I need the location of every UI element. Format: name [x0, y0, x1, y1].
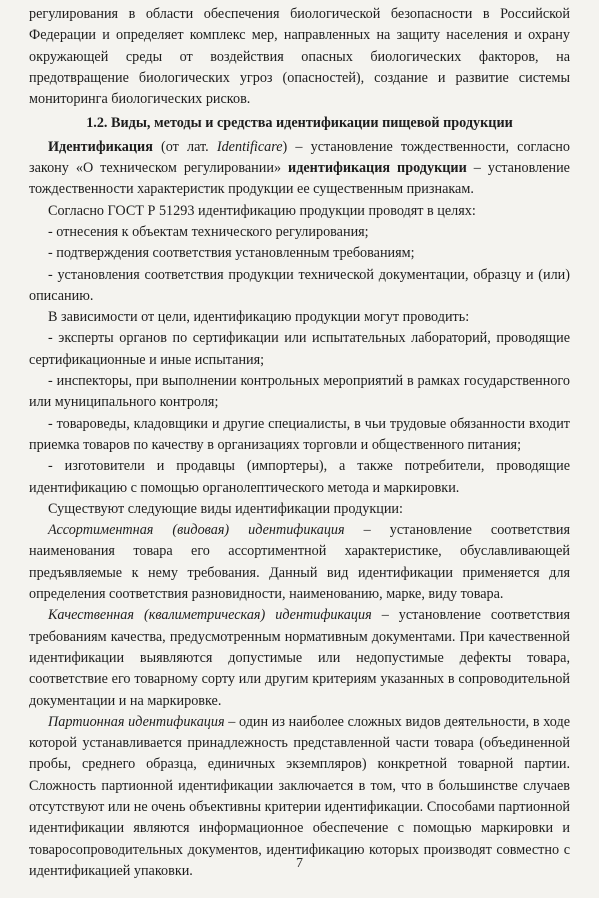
performer-item: - товароведы, кладовщики и другие специалисты, в чьи трудовые обязанности входит приемка товаров по качеству в организациях торговли и общественного питания;	[29, 415, 570, 453]
quality-term: Качественная (квалиметрическая) идентификация	[48, 607, 372, 624]
definition-rest: – установление тождественности характеристик продукции ее существенным признакам.	[29, 160, 570, 198]
assortment-text: – установление соответствия наименования товара его ассортиментной характеристике, обуславливающей предъявляемые к нему требования. Данный вид идентификации применяется для определения соответствия разновидности, наименованию, марке, виду товара.	[29, 522, 571, 603]
quality-paragraph	[29, 605, 570, 711]
latin-term: Identificare	[216, 138, 283, 155]
performers-intro: В зависимости от цели, идентификацию продукции могут проводить:	[48, 309, 470, 326]
definition-middle: ) – установление тождественности, согласно закону «О техническом регулировании»	[29, 138, 570, 177]
section-heading: 1.2. Виды, методы и средства идентификации пищевой продукции	[86, 115, 513, 132]
gost-intro: Согласно ГОСТ Р 51293 идентификацию продукции проводят в целях:	[48, 202, 476, 219]
body-text	[29, 4, 570, 882]
term-identification: Идентификация	[48, 138, 153, 155]
definition-after-term: (от лат.	[152, 138, 217, 155]
gost-item: - подтверждения соответствия установленным требованиям;	[48, 245, 415, 262]
assortment-term: Ассортиментная (видовая) идентификация	[48, 522, 345, 539]
quality-text: – установление соответствия требованиям качества, предусмотренным нормативным документами. При качественной идентификации выявляются допустимые или недопустимые дефекты товара, соответствие его товарному сорту или другим критериям указанных в сопроводительной документации и на маркировке.	[29, 607, 570, 709]
page-number: 7	[296, 856, 303, 871]
term-product-identification: идентификация продукции	[288, 160, 467, 177]
definition-paragraph	[29, 137, 570, 201]
batch-text: – один из наиболее сложных видов деятельности, в ходе которой устанавливается принадлежность представленной части товара (объединенной пробы, среднего образца, единичных экземпляров) конкретной товарной партии. Сложность партионной идентификации заключается в том, что в большинстве случаев отсутствуют или не очень объективны критерии идентификации. Способами партионной идентификации являются информационное обеспечение с помощью маркировки и товаросопроводительных документов, идентификацию которых производят совместно с идентификацией упаковки.	[29, 713, 570, 879]
batch-term: Партионная идентификация	[48, 713, 225, 730]
assortment-paragraph	[29, 520, 570, 605]
gost-item: - установления соответствия продукции технической документации, образцу и (или) описанию.	[29, 266, 570, 304]
gost-item: - отнесения к объектам технического регулирования;	[48, 223, 369, 240]
performer-item: - инспекторы, при выполнении контрольных мероприятий в рамках государственного или муниципального контроля;	[29, 373, 570, 411]
performer-item: - изготовители и продавцы (импортеры), а также потребители, проводящие идентификацию с помощью органолептического метода и маркировки.	[29, 458, 570, 496]
intro-paragraph: регулирования в области обеспечения биологической безопасности в Российской Федерации и определяет комплекс мер, направленных на защиту населения и охрану окружающей среды от воздействия опасных биологических факторов, на предотвращение биологических угроз (опасностей), создание и развитие системы мониторинга биологических рисков.	[29, 6, 570, 108]
performer-item: - эксперты органов по сертификации или испытательных лабораторий, проводящие сертификационные и иные испытания;	[29, 330, 570, 368]
types-intro: Существуют следующие виды идентификации продукции:	[48, 500, 403, 517]
